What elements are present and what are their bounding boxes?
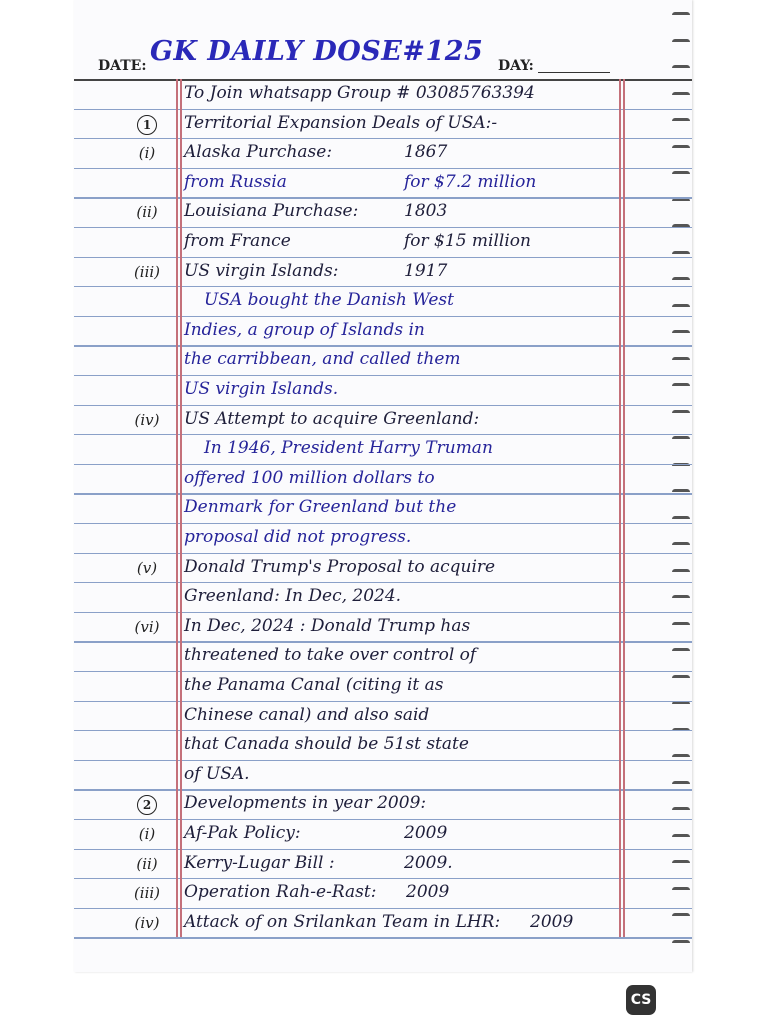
item-text: threatened to take over control of	[184, 645, 477, 666]
spiral-ring	[672, 807, 690, 816]
list-item	[74, 821, 668, 850]
item-value: 2009.	[404, 852, 453, 873]
spiral-ring	[672, 92, 690, 101]
item-number: (i)	[138, 825, 156, 843]
spiral-ring	[672, 754, 690, 763]
spiral-ring	[672, 701, 690, 710]
spiral-ring	[672, 224, 690, 233]
item-text: Operation Rah-e-Rast:	[184, 882, 377, 903]
list-item	[74, 229, 668, 258]
spiral-ring	[672, 410, 690, 419]
item-number: (iii)	[133, 884, 161, 903]
item-text: In Dec, 2024 : Donald Trump has	[184, 615, 471, 636]
item-text: offered 100 million dollars to	[184, 467, 435, 488]
item-text: Territorial Expansion Deals of USA:-	[184, 112, 498, 133]
spiral-ring	[672, 171, 690, 180]
spiral-ring	[672, 65, 690, 74]
list-item	[74, 673, 668, 702]
item-text: Greenland: In Dec, 2024.	[184, 586, 402, 607]
item-value: 2009	[530, 911, 574, 932]
list-item	[74, 199, 668, 228]
item-value: for $15 million	[404, 231, 531, 251]
item-text: the Panama Canal (citing it as	[184, 675, 444, 695]
item-text: from Russia	[184, 171, 287, 192]
item-number	[118, 115, 176, 135]
item-value: 2009	[406, 882, 450, 903]
spiral-ring	[672, 569, 690, 578]
spiral-ring	[672, 330, 690, 339]
spiral-ring	[672, 542, 690, 551]
item-value: 2009	[404, 823, 448, 843]
item-number: (v)	[136, 558, 158, 577]
list-item	[74, 555, 668, 584]
list-item	[74, 762, 668, 791]
list-item	[74, 614, 668, 643]
item-number: (iv)	[134, 913, 160, 932]
spiral-ring	[672, 781, 690, 790]
circled-number: 2	[137, 795, 157, 815]
list-item	[74, 347, 668, 376]
item-text: Indies, a group of Islands in	[184, 319, 425, 340]
list-item	[74, 495, 668, 524]
item-text: US virgin Islands:	[184, 260, 339, 281]
spiral-ring	[672, 198, 690, 207]
list-item	[74, 111, 668, 140]
page-title: GK DAILY DOSE#125	[150, 36, 484, 67]
list-item	[74, 407, 668, 436]
list-item	[74, 910, 668, 939]
list-item	[74, 318, 668, 347]
item-text: the carribbean, and called them	[184, 349, 461, 370]
spiral-ring	[672, 622, 690, 631]
item-text: To Join whatsapp Group # 03085763394	[184, 83, 535, 103]
list-item	[74, 377, 668, 406]
circled-number: 1	[137, 115, 157, 135]
item-text: of USA.	[184, 763, 250, 784]
spiral-ring	[672, 304, 690, 313]
list-item	[74, 643, 668, 672]
list-item	[74, 140, 668, 169]
spiral-binding	[668, 0, 698, 972]
item-value: 1917	[404, 260, 448, 281]
spiral-ring	[672, 887, 690, 896]
item-number: (ii)	[136, 854, 158, 873]
list-item	[74, 880, 668, 909]
spiral-ring	[672, 145, 690, 154]
list-item	[74, 851, 668, 880]
spiral-ring	[672, 39, 690, 48]
list-item	[74, 791, 668, 820]
spiral-ring	[672, 648, 690, 657]
spiral-ring	[672, 940, 690, 949]
spiral-ring	[672, 595, 690, 604]
item-number: (vi)	[134, 617, 160, 636]
item-text: USA bought the Danish West	[204, 290, 454, 311]
list-item	[74, 732, 668, 761]
spiral-ring	[672, 436, 690, 445]
item-text: In 1946, President Harry Truman	[204, 438, 493, 459]
list-item	[74, 81, 668, 110]
spiral-ring	[672, 118, 690, 127]
item-text: that Canada should be 51st state	[184, 734, 469, 755]
item-text: Kerry-Lugar Bill :	[184, 852, 335, 873]
spiral-ring	[672, 383, 690, 392]
item-text: Alaska Purchase:	[184, 142, 333, 163]
item-number: (iv)	[134, 410, 160, 429]
page-header	[98, 32, 618, 76]
spiral-ring	[672, 834, 690, 843]
item-text: US virgin Islands.	[184, 379, 339, 399]
spiral-ring	[672, 728, 690, 737]
item-text: Donald Trump's Proposal to acquire	[184, 556, 496, 577]
day-label: DAY:	[498, 58, 534, 74]
date-label: DATE:	[98, 58, 147, 74]
item-text: Louisiana Purchase:	[184, 201, 359, 222]
list-item	[74, 288, 668, 317]
camscanner-logo: CS	[626, 985, 656, 1015]
item-number	[118, 795, 176, 815]
spiral-ring	[672, 860, 690, 869]
list-item	[74, 170, 668, 199]
list-item	[74, 703, 668, 732]
spiral-ring	[672, 12, 690, 21]
list-item	[74, 525, 668, 554]
spiral-ring	[672, 675, 690, 684]
spiral-ring	[672, 913, 690, 922]
item-number: (ii)	[136, 203, 158, 222]
item-text: US Attempt to acquire Greenland:	[184, 408, 480, 429]
item-text: Denmark for Greenland but the	[184, 497, 457, 518]
spiral-ring	[672, 251, 690, 260]
item-text: Chinese canal) and also said	[184, 704, 430, 725]
list-item	[74, 584, 668, 613]
item-text: Developments in year 2009:	[184, 793, 427, 814]
list-item	[74, 436, 668, 465]
item-value: for $7.2 million	[404, 171, 537, 192]
list-item	[74, 466, 668, 495]
item-text: proposal did not progress.	[184, 527, 412, 547]
list-item	[74, 259, 668, 288]
item-value: 1803	[404, 201, 448, 222]
item-number: (iii)	[133, 262, 161, 281]
day-line	[538, 72, 610, 73]
spiral-ring	[672, 277, 690, 286]
item-text: from France	[184, 231, 291, 251]
item-text: Af-Pak Policy:	[184, 823, 301, 843]
item-number: (i)	[138, 144, 156, 163]
item-text: Attack of on Srilankan Team in LHR:	[184, 911, 501, 932]
spiral-ring	[672, 357, 690, 366]
item-value: 1867	[404, 142, 448, 163]
